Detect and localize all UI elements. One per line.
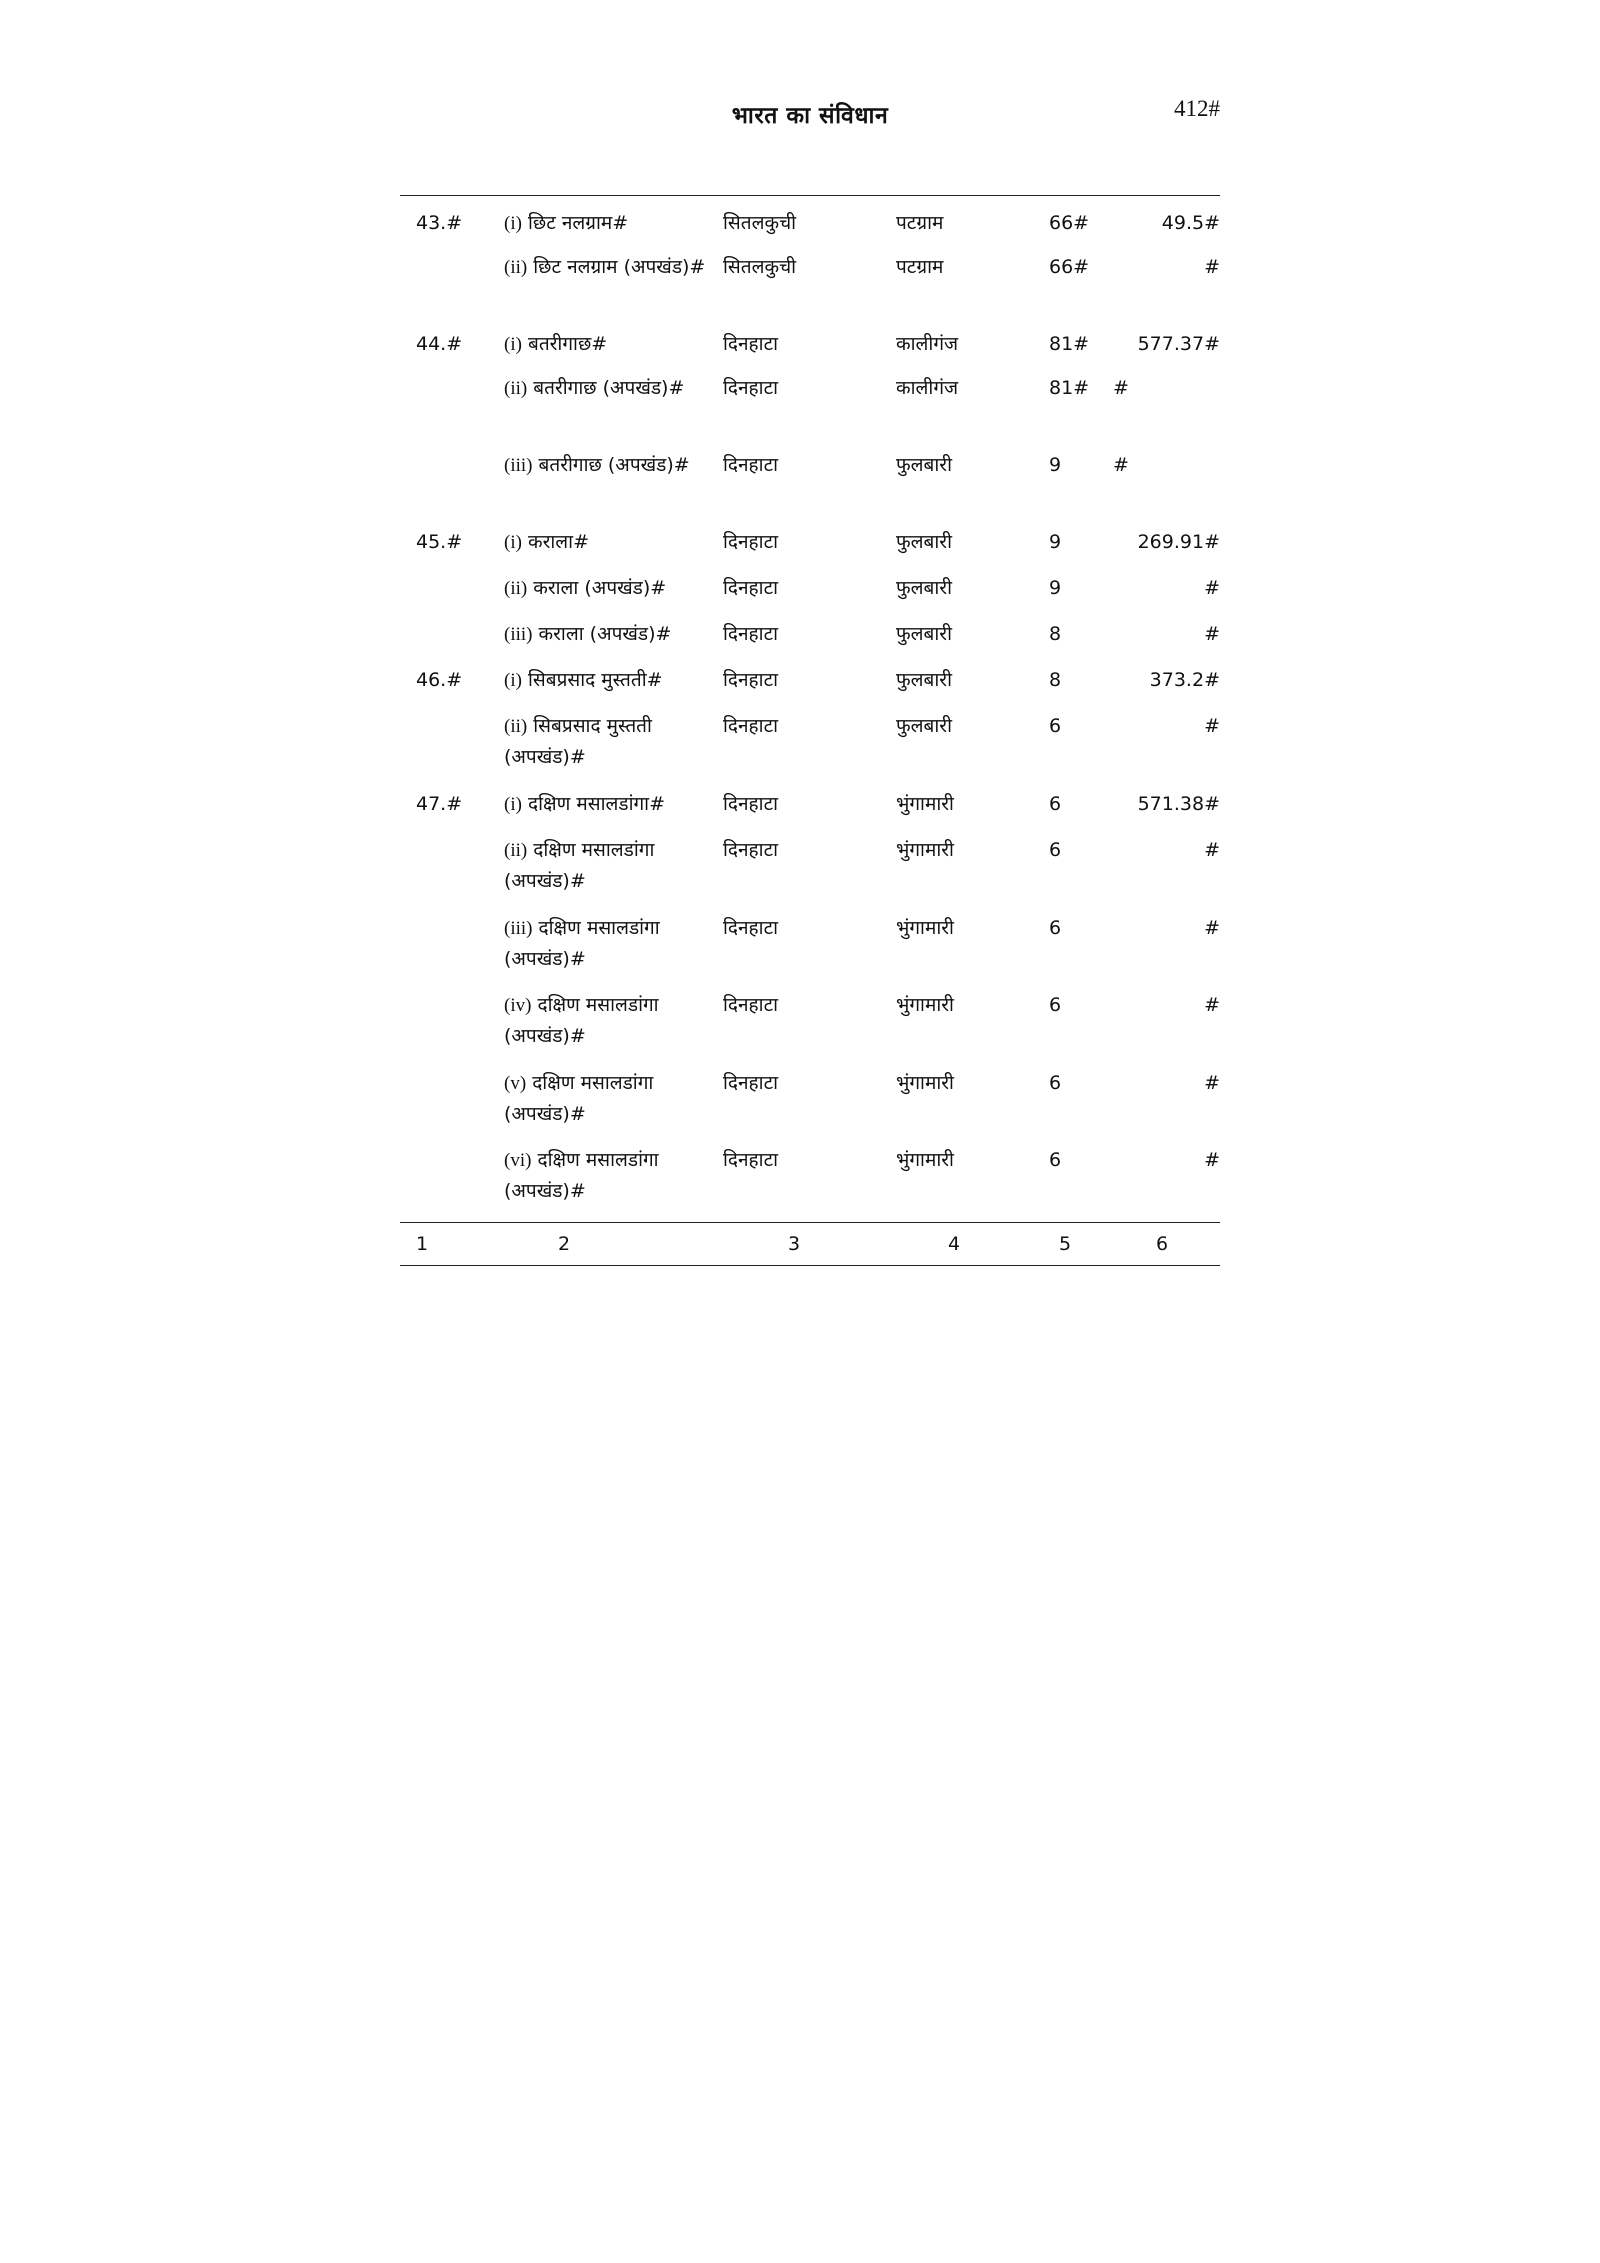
row-station: भुंगामारी xyxy=(896,793,954,815)
row-subnumber: (v) xyxy=(504,1073,527,1094)
row-subnumber: (i) xyxy=(504,334,522,355)
row-area: # xyxy=(1204,1149,1220,1171)
row-tehsil: दिनहाटा xyxy=(723,623,779,645)
row-name-text: दक्षिण मसालडांगा (अपखंड)# xyxy=(504,917,660,970)
row-station: भुंगामारी xyxy=(896,1072,954,1094)
column-number-row xyxy=(400,1229,1220,1260)
row-name-text: छिट नलग्राम# xyxy=(527,212,629,234)
row-area: 571.38# xyxy=(1137,793,1220,815)
row-subnumber: (i) xyxy=(504,794,522,815)
page-header xyxy=(400,98,1220,138)
row-name xyxy=(504,1145,719,1207)
row-name-text: बतरीगाछ# xyxy=(527,333,608,355)
table-row xyxy=(400,711,1220,789)
row-name xyxy=(504,990,719,1052)
row-name xyxy=(504,252,719,283)
row-name xyxy=(504,619,719,650)
row-tehsil: दिनहाटा xyxy=(723,994,779,1016)
row-code: 6 xyxy=(1049,994,1062,1016)
row-name-text: सिबप्रसाद मुस्तती (अपखंड)# xyxy=(504,715,652,768)
table-bottom-rule xyxy=(400,1265,1220,1266)
row-name-text: सिबप्रसाद मुस्तती# xyxy=(527,669,663,691)
row-number: 46.# xyxy=(416,669,463,691)
row-tehsil: दिनहाटा xyxy=(723,1072,779,1094)
row-code: 8 xyxy=(1049,623,1062,645)
row-area: 373.2# xyxy=(1149,669,1220,691)
row-subnumber: (ii) xyxy=(504,257,528,278)
row-area: 269.91# xyxy=(1137,531,1220,553)
row-station: फुलबारी xyxy=(896,623,952,645)
row-code: 6 xyxy=(1049,839,1062,861)
row-name-text: दक्षिण मसालडांगा (अपखंड)# xyxy=(504,1149,659,1202)
row-station: फुलबारी xyxy=(896,577,952,599)
table-row xyxy=(400,373,1220,450)
row-code: 66# xyxy=(1049,212,1090,234)
row-area: # xyxy=(1204,256,1220,278)
table-row xyxy=(400,835,1220,913)
row-code: 66# xyxy=(1049,256,1090,278)
row-station: फुलबारी xyxy=(896,669,952,691)
row-tehsil: दिनहाटा xyxy=(723,839,779,861)
row-area: # xyxy=(1113,377,1129,399)
table-row xyxy=(400,1068,1220,1145)
row-area: # xyxy=(1204,577,1220,599)
row-area: # xyxy=(1204,839,1220,861)
row-area: 49.5# xyxy=(1161,212,1220,234)
row-name xyxy=(504,527,719,558)
row-area: # xyxy=(1204,623,1220,645)
row-tehsil: दिनहाटा xyxy=(723,715,779,737)
row-subnumber: (iii) xyxy=(504,455,533,476)
table-row xyxy=(400,665,1220,711)
row-subnumber: (iii) xyxy=(504,918,533,939)
column-number-4: 4 xyxy=(948,1233,961,1255)
row-tehsil: दिनहाटा xyxy=(723,917,779,939)
row-subnumber: (ii) xyxy=(504,840,528,861)
row-tehsil: दिनहाटा xyxy=(723,577,779,599)
table-row xyxy=(400,329,1220,373)
row-name xyxy=(504,573,719,604)
row-tehsil: दिनहाटा xyxy=(723,333,779,355)
row-tehsil: दिनहाटा xyxy=(723,454,779,476)
row-tehsil: सितलकुची xyxy=(723,256,797,278)
row-subnumber: (vi) xyxy=(504,1150,532,1171)
row-station: भुंगामारी xyxy=(896,1149,954,1171)
row-tehsil: दिनहाटा xyxy=(723,793,779,815)
row-name-text: कराला# xyxy=(527,531,589,553)
table-footer-top-rule xyxy=(400,1222,1220,1223)
table-row xyxy=(400,252,1220,329)
row-number: 44.# xyxy=(416,333,463,355)
row-station: भुंगामारी xyxy=(896,917,954,939)
table-row xyxy=(400,573,1220,619)
row-station: भुंगामारी xyxy=(896,994,954,1016)
row-subnumber: (i) xyxy=(504,670,522,691)
row-tehsil: दिनहाटा xyxy=(723,531,779,553)
row-area: 577.37# xyxy=(1137,333,1220,355)
row-name xyxy=(504,208,719,239)
row-name-text: बतरीगाछ (अपखंड)# xyxy=(538,454,690,476)
row-number: 47.# xyxy=(416,793,463,815)
row-name-text: दक्षिण मसालडांगा (अपखंड)# xyxy=(504,994,659,1047)
row-area: # xyxy=(1204,715,1220,737)
row-number: 45.# xyxy=(416,531,463,553)
row-name xyxy=(504,913,719,975)
row-name-text: दक्षिण मसालडांगा# xyxy=(527,793,666,815)
row-code: 8 xyxy=(1049,669,1062,691)
row-subnumber: (ii) xyxy=(504,378,528,399)
row-subnumber: (ii) xyxy=(504,716,528,737)
row-code: 9 xyxy=(1049,577,1062,599)
table-row xyxy=(400,1145,1220,1222)
column-number-6: 6 xyxy=(1156,1233,1169,1255)
row-name xyxy=(504,835,719,897)
row-station: कालीगंज xyxy=(896,333,959,355)
row-area: # xyxy=(1204,994,1220,1016)
table-row xyxy=(400,913,1220,990)
row-station: पटग्राम xyxy=(896,212,944,234)
row-station: भुंगामारी xyxy=(896,839,954,861)
row-tehsil: दिनहाटा xyxy=(723,669,779,691)
row-code: 6 xyxy=(1049,1149,1062,1171)
row-name xyxy=(504,450,719,481)
row-code: 81# xyxy=(1049,377,1090,399)
row-station: कालीगंज xyxy=(896,377,959,399)
row-code: 6 xyxy=(1049,1072,1062,1094)
row-station: फुलबारी xyxy=(896,715,952,737)
row-name xyxy=(504,373,719,404)
column-number-1: 1 xyxy=(416,1233,429,1255)
row-station: फुलबारी xyxy=(896,531,952,553)
page-title: भारत का संविधान xyxy=(731,103,889,129)
column-number-3: 3 xyxy=(788,1233,801,1255)
table-top-rule xyxy=(400,195,1220,196)
table-row xyxy=(400,619,1220,665)
row-code: 81# xyxy=(1049,333,1090,355)
row-area: # xyxy=(1113,454,1129,476)
column-number-2: 2 xyxy=(558,1233,571,1255)
schedule-table xyxy=(400,208,1220,1222)
row-code: 6 xyxy=(1049,793,1062,815)
row-area: # xyxy=(1204,917,1220,939)
row-name-text: छिट नलग्राम (अपखंड)# xyxy=(533,256,706,278)
row-tehsil: सितलकुची xyxy=(723,212,797,234)
row-name-text: कराला (अपखंड)# xyxy=(533,577,667,599)
row-area: # xyxy=(1204,1072,1220,1094)
row-subnumber: (iv) xyxy=(504,995,532,1016)
row-code: 9 xyxy=(1049,531,1062,553)
row-subnumber: (iii) xyxy=(504,624,533,645)
row-name-text: कराला (अपखंड)# xyxy=(538,623,672,645)
row-number: 43.# xyxy=(416,212,463,234)
row-tehsil: दिनहाटा xyxy=(723,1149,779,1171)
row-name xyxy=(504,1068,719,1130)
row-station: पटग्राम xyxy=(896,256,944,278)
page-number: 412# xyxy=(1174,96,1220,121)
row-name xyxy=(504,665,719,696)
row-name-text: बतरीगाछ (अपखंड)# xyxy=(533,377,685,399)
row-name xyxy=(504,329,719,360)
row-subnumber: (ii) xyxy=(504,578,528,599)
row-subnumber: (i) xyxy=(504,213,522,234)
row-subnumber: (i) xyxy=(504,532,522,553)
row-name-text: दक्षिण मसालडांगा (अपखंड)# xyxy=(504,839,655,892)
table-row xyxy=(400,990,1220,1068)
row-name xyxy=(504,789,719,820)
table-row xyxy=(400,450,1220,527)
table-row xyxy=(400,208,1220,252)
table-row xyxy=(400,789,1220,835)
row-station: फुलबारी xyxy=(896,454,952,476)
row-tehsil: दिनहाटा xyxy=(723,377,779,399)
row-code: 6 xyxy=(1049,917,1062,939)
column-number-5: 5 xyxy=(1059,1233,1072,1255)
table-row xyxy=(400,527,1220,573)
row-name-text: दक्षिण मसालडांगा (अपखंड)# xyxy=(504,1072,654,1125)
row-code: 6 xyxy=(1049,715,1062,737)
row-name xyxy=(504,711,719,773)
row-code: 9 xyxy=(1049,454,1062,476)
